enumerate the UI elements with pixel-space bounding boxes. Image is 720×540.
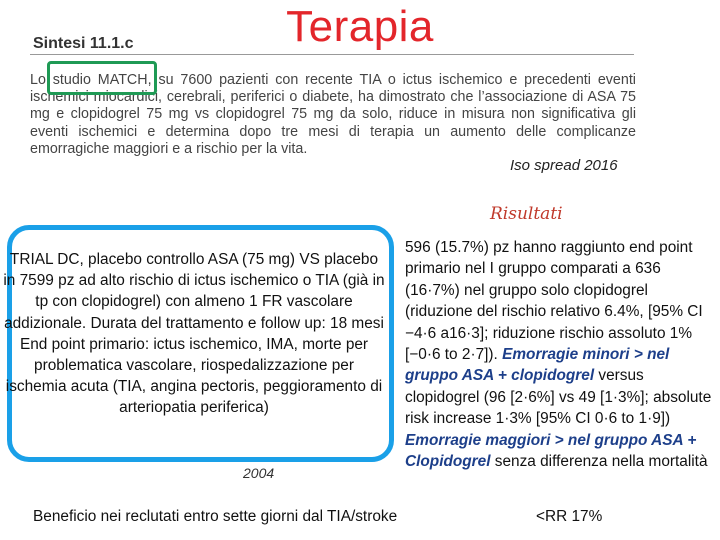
source-citation: Iso spread 2016 [510, 157, 618, 174]
results-minor-detail: versus clopidogrel (96 [2·6%] vs 49 [1·3%]; absolute risk increase 1·3% [95% CI 0·6 to 1·9]) [405, 367, 712, 428]
major-bleeding-highlight: Emorragie maggiori > nel gruppo ASA + Clopidogrel [405, 431, 697, 471]
results-mortality: senza differenza nella mortalità [494, 453, 708, 471]
trial-year: 2004 [243, 465, 275, 481]
results-heading: Risultati [490, 204, 563, 224]
minor-bleeding-highlight: Emorragie minori > nel gruppo ASA + clopidogrel [405, 346, 670, 385]
results-primary: 596 (15.7%) pz hanno raggiunto end point primario nel I gruppo comparati a 636 (16·7%) nel gruppo solo clopidogrel (riduzione del rischio relativo 6.4%, [95% CI −4·6 a16·3]; riduzione rischio assoluto 1% [−0·6 to 2·7]). [405, 239, 703, 364]
relative-risk: <RR 17% [536, 508, 603, 525]
synthesis-label: Sintesi 11.1.c [33, 35, 134, 52]
divider [30, 54, 634, 55]
synthesis-text: su 7600 pazienti con recente TIA o ictus ischemico e precedenti eventi ischemici miocardici, cerebrali, periferici o diabete, ha dimostrato che l’associazione di ASA 75 mg e clopidogrel 75 mg vs clopidogrel 75 mg da solo, riduce in misura non significativa gli eventi ischemici e determina dopo tre mesi di terapia un aumento delle complicanze emorragiche maggiori e a rischio per la vita. [30, 72, 636, 157]
match-highlight-box [47, 61, 157, 95]
results-text [405, 237, 717, 472]
study-name: Lo studio MATCH, [30, 72, 152, 88]
benefit-statement: Beneficio nei reclutati entro sette giorni dal TIA/stroke [33, 508, 398, 525]
page-title: Terapia [286, 2, 434, 51]
trial-description: TRIAL DC, placebo controllo ASA (75 mg) VS placebo in 7599 pz ad alto rischio di ictus ischemico o TIA (già in tp con clopidogrel) con almeno 1 FR vascolare addizionale. Durata del trattamento e follow up: 18 mesi End point primario: ictus ischemico, IMA, morte per problematica vascolare, riospedalizzazione per ischemia acuta (TIA, angina pectoris, peggioramento di arteriopatia periferica) [3, 251, 385, 417]
